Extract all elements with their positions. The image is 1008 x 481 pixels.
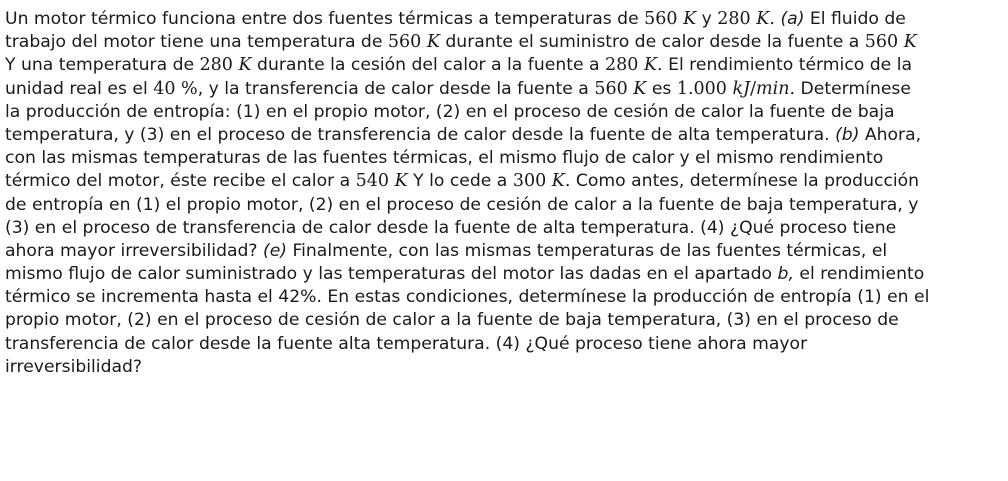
text-line [5,54,1008,77]
math-text: min [756,78,790,99]
text-segment: ahora mayor irreversibilidad? [5,240,264,261]
text-segment: temperatura, y (3) en el proceso de transferencia de calor desde la fuente de alta temperatura. [5,124,836,145]
problem-statement [5,8,1008,379]
text-segment: , y la transferencia de calor desde la fuente a [197,78,595,99]
text-line [5,31,1008,54]
text-line [5,333,1008,356]
text-line [5,309,1008,332]
italic-text: (e) [263,240,288,261]
text-segment: la producción de entropía: (1) en el propio motor, (2) en el proceso de cesión de calor la fuente de baja [5,101,895,122]
math-text: . [769,9,781,29]
italic-text: (b) [835,124,860,145]
text-segment: durante el suministro de calor desde la fuente a [439,32,865,53]
math-text: K [756,9,770,29]
text-line [5,286,1008,309]
text-line [5,78,1008,101]
math-text: 1.000 [676,78,733,99]
text-segment: térmico se incrementa hasta el 42%. En estas condiciones, determínese la producción de entropía (1) en el [5,287,930,308]
text-line [5,101,1008,124]
text-line [5,147,1008,170]
italic-text: (a) [780,9,805,29]
text-segment: Un motor térmico funciona entre dos fuentes térmicas a temperaturas de [5,9,645,29]
text-line [5,240,1008,263]
text-segment: unidad real es el [5,78,154,99]
math-text: K [426,32,440,53]
math-text: 560 [864,32,904,53]
math-text: . [657,55,663,76]
text-segment: Y una temperatura de [5,55,200,76]
math-text: K [683,9,697,29]
math-text: K [643,55,658,76]
math-text: kJ [732,78,751,99]
text-segment: El fluido de [804,9,906,29]
text-segment: térmico del motor, éste recibe el calor a [5,171,356,192]
text-line [5,194,1008,217]
math-text: / [750,78,757,99]
math-text: 280 [199,55,239,76]
text-segment: El rendimiento térmico de la [662,55,913,76]
text-line [5,263,1008,286]
text-line [5,217,1008,240]
math-text: K [238,55,252,76]
math-text: K [903,32,917,53]
text-line [5,356,1008,379]
math-text: K [394,171,408,192]
text-segment: trabajo del motor tiene una temperatura de [5,32,388,53]
text-line [5,8,1008,31]
math-text: 560 [644,9,684,29]
text-segment: es [646,78,677,99]
text-line [5,124,1008,147]
math-text: 540 [355,171,395,192]
text-segment: Determínese [795,78,911,99]
text-segment: de entropía en (1) el propio motor, (2) en el proceso de cesión de calor a la fuente de baja temperatura, y [5,194,919,215]
math-text: . [564,171,571,192]
text-line [5,170,1008,193]
text-segment: durante la cesión del calor a la fuente a [251,55,605,76]
text-segment: Y lo cede a [407,171,513,192]
italic-text: b, [777,264,794,285]
text-segment: el rendimiento [793,264,925,285]
math-text: 40 % [153,78,198,99]
text-segment: Como antes, determínese la producción [570,171,920,192]
text-segment: propio motor, (2) en el proceso de cesión de calor a la fuente de baja temperatura, (3) en el proceso de [5,310,899,331]
text-segment: mismo flujo de calor suministrado y las temperaturas del motor las dadas en el apartado [5,264,778,285]
text-segment: transferencia de calor desde la fuente alta temperatura. (4) ¿Qué proceso tiene ahora mayor [5,333,808,354]
math-text: K [633,78,647,99]
text-segment: con las mismas temperaturas de las fuentes térmicas, el mismo flujo de calor y el mismo rendimiento [5,148,884,169]
text-segment: Ahora, [859,124,922,145]
math-text: 300 [512,171,552,192]
text-segment: Finalmente, con las mismas temperaturas de las fuentes térmicas, el [287,240,888,261]
math-text: 560 [387,32,427,53]
text-segment: irreversibilidad? [5,356,143,377]
math-text: 280 [717,9,757,29]
text-segment: y [696,9,718,29]
math-text: 560 [594,78,634,99]
text-segment: (3) en el proceso de transferencia de calor desde la fuente de alta temperatura. (4) ¿Qué proceso tiene [5,217,897,238]
math-text: . [789,78,796,99]
math-text: K [551,171,565,192]
math-text: 280 [605,55,644,76]
